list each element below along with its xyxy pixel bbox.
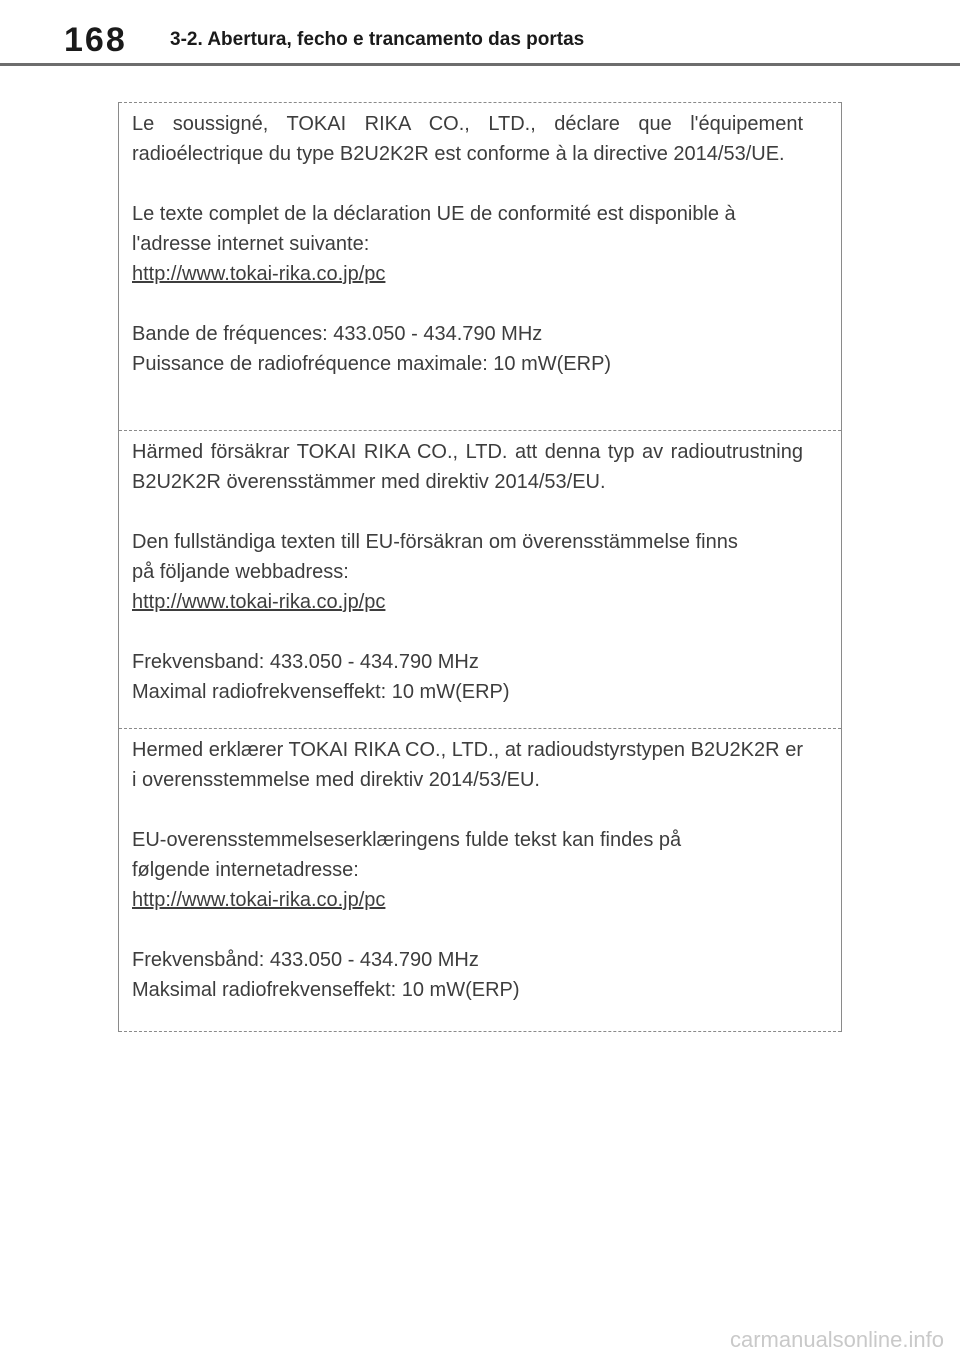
frequency-band-text: Bande de fréquences: 433.050 - 434.790 MHz	[132, 323, 543, 345]
availability-text-cont: på följande webbadress:	[132, 561, 349, 583]
frequency-band-text: Frekvensband: 433.050 - 434.790 MHz	[132, 651, 479, 673]
page-number: 168	[64, 21, 127, 59]
declaration-block-swedish	[119, 430, 841, 728]
max-power-text: Maximal radiofrekvenseffekt: 10 mW(ERP)	[132, 681, 510, 703]
max-power-text: Maksimal radiofrekvenseffekt: 10 mW(ERP)	[132, 979, 520, 1001]
declaration-text: Hermed erklærer TOKAI RIKA CO., LTD., at radioudstyrstypen B2U2K2R er i overensstemmelse med direktiv 2014/53/EU.	[132, 739, 803, 791]
declaration-text: Le soussigné, TOKAI RIKA CO., LTD., déclare que l'équipement radioélectrique du type B2U2K2R est conforme à la directive 2014/53/UE.	[132, 113, 803, 165]
section-title: 3-2. Abertura, fecho e trancamento das portas	[170, 29, 585, 50]
availability-text-cont: l'adresse internet suivante:	[132, 233, 370, 255]
availability-text: EU-overensstemmelseserklæringens fulde tekst kan findes på	[132, 829, 682, 851]
availability-text-cont: følgende internetadresse:	[132, 859, 359, 881]
declaration-block-french	[119, 102, 841, 430]
availability-text: Le texte complet de la déclaration UE de conformité est disponible à	[132, 203, 736, 225]
max-power-text: Puissance de radiofréquence maximale: 10 mW(ERP)	[132, 353, 612, 375]
declaration-block-danish	[119, 728, 841, 1032]
site-watermark: carmanualsonline.info	[729, 1327, 944, 1352]
declaration-frame	[118, 102, 842, 1032]
page-header	[0, 0, 960, 66]
declaration-url-link[interactable]: http://www.tokai-rika.co.jp/pc	[132, 263, 386, 285]
declaration-text: Härmed försäkrar TOKAI RIKA CO., LTD. att denna typ av radioutrustning B2U2K2R överensstämmer med direktiv 2014/53/EU.	[132, 441, 803, 493]
declaration-url-link[interactable]: http://www.tokai-rika.co.jp/pc	[132, 591, 386, 613]
availability-text: Den fullständiga texten till EU-försäkran om överensstämmelse finns	[132, 531, 738, 553]
declaration-url-link[interactable]: http://www.tokai-rika.co.jp/pc	[132, 889, 386, 911]
frequency-band-text: Frekvensbånd: 433.050 - 434.790 MHz	[132, 949, 479, 971]
